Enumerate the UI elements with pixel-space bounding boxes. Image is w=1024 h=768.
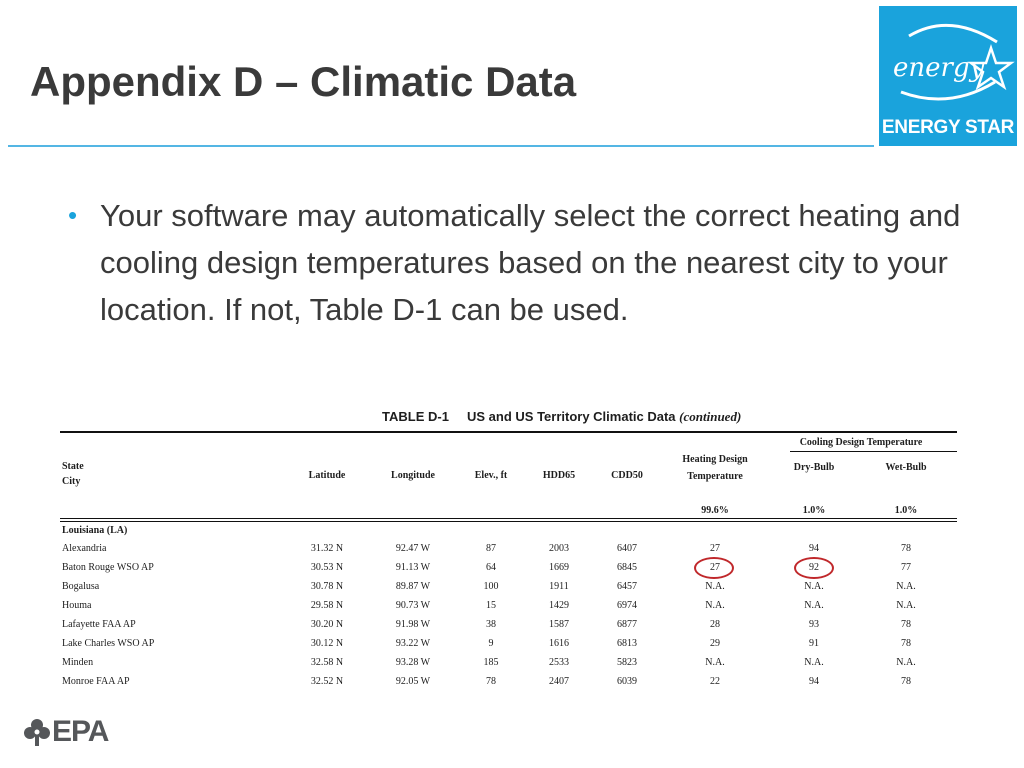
- cell-lat: 32.52 N: [310, 676, 344, 687]
- cell-hdd: 2003: [549, 543, 569, 554]
- header-hdd65: HDD65: [542, 470, 576, 481]
- cell-heat: N.A.: [705, 657, 725, 668]
- cell-lat: 30.12 N: [310, 638, 344, 649]
- cell-cdd: 6813: [617, 638, 637, 649]
- cell-elev: 87: [486, 543, 496, 554]
- cell-city: Minden: [62, 657, 94, 668]
- cell-lon: 91.13 W: [395, 562, 431, 573]
- cell-wet: 77: [901, 562, 911, 573]
- cell-city: Lafayette FAA AP: [62, 619, 136, 630]
- cell-lon: 89.87 W: [395, 581, 431, 592]
- cell-city: Bogalusa: [62, 581, 100, 592]
- energy-star-mark-icon: [879, 6, 1017, 116]
- cell-lat: 30.53 N: [310, 562, 344, 573]
- cell-heat: 27: [710, 562, 720, 573]
- bullet-dot-icon: •: [68, 200, 78, 230]
- header-cdd50: CDD50: [611, 470, 643, 481]
- header-dry-pct: 1.0%: [802, 505, 826, 516]
- energy-star-logo: [879, 6, 1017, 146]
- bullet-text: Your software may automatically select the correct heating and cooling design temperatures based on the nearest city to your location. If not, Table D-1 can be used.: [100, 198, 961, 327]
- climatic-data-table: [60, 406, 957, 691]
- cell-cdd: 6457: [617, 581, 637, 592]
- cell-lon: 90.73 W: [395, 600, 431, 611]
- cell-lon: 92.05 W: [395, 676, 431, 687]
- table-row: [60, 676, 957, 695]
- cell-elev: 38: [486, 619, 496, 630]
- cell-wet: N.A.: [896, 581, 916, 592]
- cooling-group-rule: [790, 451, 957, 452]
- cell-hdd: 2407: [549, 676, 569, 687]
- cell-hdd: 1429: [549, 600, 569, 611]
- header-heating-2: Temperature: [687, 471, 743, 482]
- epa-logo: [24, 714, 108, 750]
- cell-lat: 31.32 N: [310, 543, 344, 554]
- header-wet-bulb: Wet-Bulb: [885, 462, 927, 473]
- table-id: TABLE D-1: [382, 409, 449, 424]
- cell-wet: 78: [901, 619, 911, 630]
- cell-city: Monroe FAA AP: [62, 676, 130, 687]
- cell-hdd: 1911: [549, 581, 569, 592]
- cell-wet: 78: [901, 543, 911, 554]
- energy-script-text: energy: [893, 53, 985, 83]
- cell-dry: N.A.: [804, 657, 824, 668]
- cell-hdd: 1669: [549, 562, 569, 573]
- table-row: [60, 657, 957, 676]
- cell-elev: 185: [483, 657, 499, 668]
- cell-cdd: 6877: [617, 619, 637, 630]
- header-city: City: [62, 476, 81, 487]
- table-row: [60, 600, 957, 619]
- state-label: Louisiana (LA): [62, 525, 128, 536]
- energy-star-label: ENERGY STAR: [881, 117, 1015, 138]
- cell-city: Baton Rouge WSO AP: [62, 562, 154, 573]
- cell-lat: 32.58 N: [310, 657, 344, 668]
- cell-city: Alexandria: [62, 543, 107, 554]
- header-latitude: Latitude: [308, 470, 346, 481]
- cell-cdd: 6039: [617, 676, 637, 687]
- cell-hdd: 1587: [549, 619, 569, 630]
- header-rule-2: [60, 521, 957, 522]
- cell-heat: N.A.: [705, 600, 725, 611]
- cell-elev: 78: [486, 676, 496, 687]
- header-wet-pct: 1.0%: [894, 505, 918, 516]
- highlight-drybulb-circle: [794, 557, 834, 579]
- header-state: State: [62, 461, 84, 472]
- table-row: [60, 581, 957, 600]
- cell-elev: 64: [486, 562, 496, 573]
- epa-flower-icon: [24, 718, 50, 746]
- epa-text: EPA: [52, 715, 109, 748]
- header-heating-1: Heating Design: [682, 454, 748, 465]
- cell-wet: N.A.: [896, 657, 916, 668]
- table-subtitle: US and US Territory Climatic Data: [467, 409, 676, 424]
- cell-city: Lake Charles WSO AP: [62, 638, 155, 649]
- table-title: [382, 409, 741, 425]
- cell-lon: 91.98 W: [395, 619, 431, 630]
- header-rule-1: [60, 518, 957, 519]
- slide-title: Appendix D – Climatic Data: [30, 58, 577, 105]
- cell-lon: 93.22 W: [395, 638, 431, 649]
- cell-lat: 30.20 N: [310, 619, 344, 630]
- highlight-heating-circle: [694, 557, 734, 579]
- cell-dry: 92: [809, 562, 819, 573]
- title-divider: [8, 145, 874, 147]
- cell-dry: N.A.: [804, 600, 824, 611]
- cell-dry: 94: [809, 676, 819, 687]
- cell-dry: 94: [809, 543, 819, 554]
- cell-dry: 93: [809, 619, 819, 630]
- cell-wet: 78: [901, 638, 911, 649]
- cell-lon: 92.47 W: [395, 543, 431, 554]
- cell-dry: N.A.: [804, 581, 824, 592]
- cell-heat: 22: [710, 676, 720, 687]
- header-heating-pct: 99.6%: [701, 505, 729, 516]
- cell-lat: 29.58 N: [310, 600, 344, 611]
- cell-elev: 9: [488, 638, 494, 649]
- header-longitude: Longitude: [391, 470, 435, 481]
- cell-elev: 100: [483, 581, 499, 592]
- cell-dry: 91: [809, 638, 819, 649]
- header-elev: Elev., ft: [474, 470, 508, 481]
- cell-elev: 15: [486, 600, 496, 611]
- table-row: [60, 619, 957, 638]
- cell-heat: 27: [710, 543, 720, 554]
- header-dry-bulb: Dry-Bulb: [793, 462, 835, 473]
- cell-heat: 28: [710, 619, 720, 630]
- table-row: [60, 638, 957, 657]
- cell-cdd: 5823: [617, 657, 637, 668]
- cell-wet: N.A.: [896, 600, 916, 611]
- cell-cdd: 6407: [617, 543, 637, 554]
- table-top-rule: [60, 431, 957, 433]
- cell-lon: 93.28 W: [395, 657, 431, 668]
- cell-lat: 30.78 N: [310, 581, 344, 592]
- cell-wet: 78: [901, 676, 911, 687]
- table-continued: (continued): [679, 409, 742, 424]
- cell-heat: 29: [710, 638, 720, 649]
- cell-heat: N.A.: [705, 581, 725, 592]
- cell-city: Houma: [62, 600, 92, 611]
- cell-hdd: 2533: [549, 657, 569, 668]
- cell-cdd: 6974: [617, 600, 637, 611]
- cell-hdd: 1616: [549, 638, 569, 649]
- cell-cdd: 6845: [617, 562, 637, 573]
- cooling-group-header: Cooling Design Temperature: [799, 437, 923, 448]
